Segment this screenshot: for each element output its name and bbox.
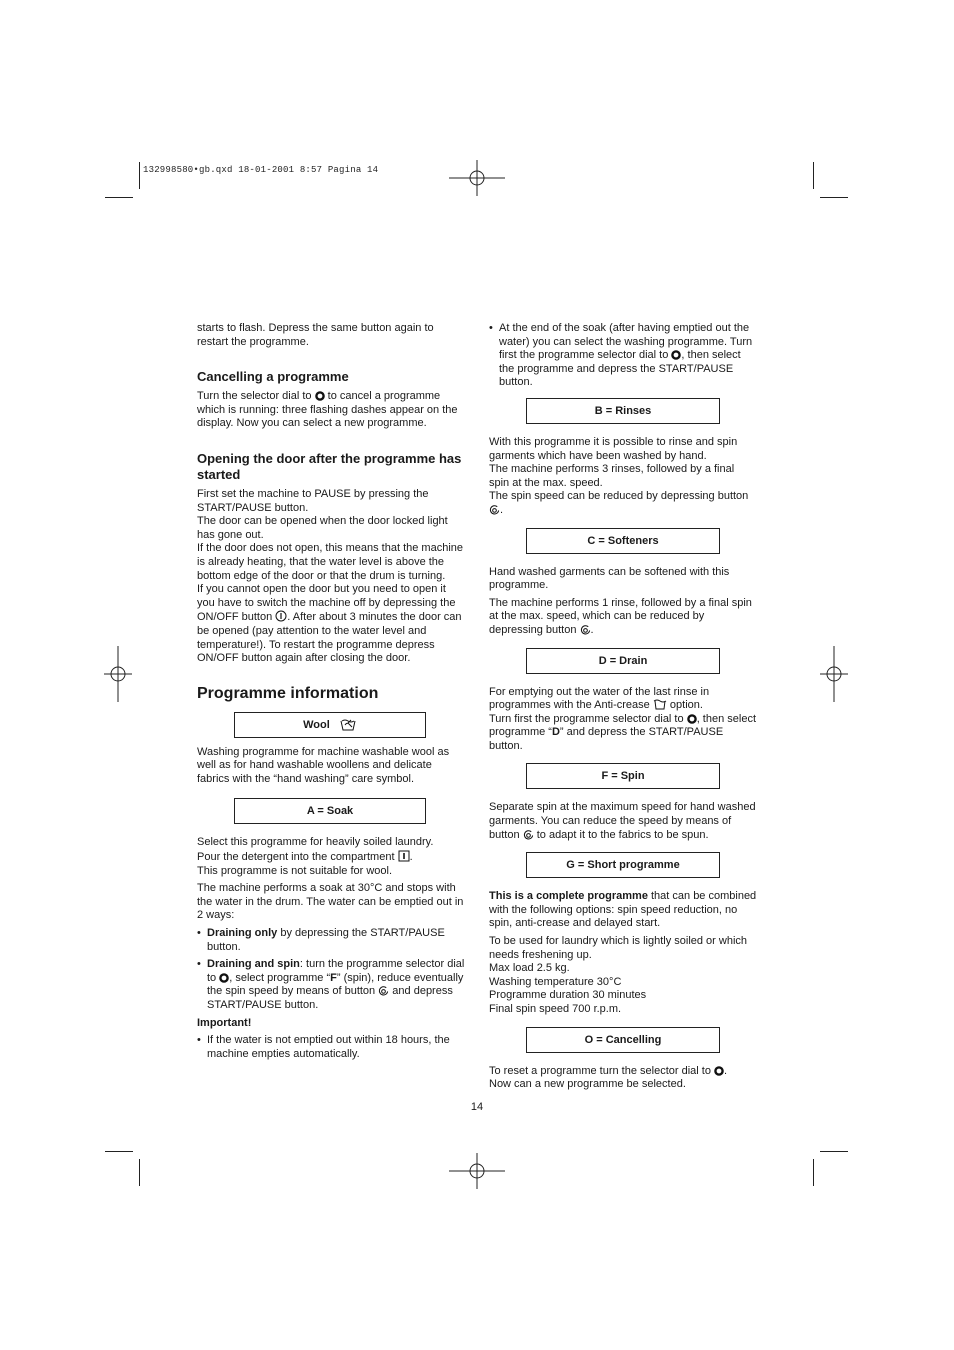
right-column: [489, 322, 757, 1092]
list-item: • Draining and spin: turn the programme selector dial to , select programme “F” (spin), reduce eventually the spin speed by means of button and depress START/PAUSE button.: [197, 958, 465, 1011]
wool-programme-box: [234, 712, 426, 738]
short-paragraph-5: Programme duration 30 minutes: [489, 989, 647, 1002]
selector-off-icon: [671, 350, 681, 360]
selector-off-icon: [315, 391, 325, 401]
rinses-paragraph-1: With this programme it is possible to rinse and spin garments which have been washed by hand.: [489, 435, 738, 462]
crop-mark: [813, 162, 814, 189]
door-heading: Opening the door after the programme has started: [197, 450, 462, 482]
soak-paragraph-2: Pour the detergent into the compartment .: [197, 851, 413, 864]
crop-mark: [139, 1159, 140, 1186]
left-column: [197, 322, 465, 1065]
spin-programme-box: F = Spin: [526, 763, 720, 789]
short-paragraph-6: Final spin speed 700 r.p.m.: [489, 1003, 622, 1015]
cancelling-heading: Cancelling a programme: [197, 369, 349, 385]
registration-mark-top: [449, 160, 505, 196]
soak-programme-box: A = Soak: [234, 798, 426, 824]
soak-paragraph-1: Select this programme for heavily soiled laundry.: [197, 836, 434, 849]
intro-paragraph: starts to flash. Depress the same button again to restart the programme.: [197, 322, 434, 348]
short-programme-box: G = Short programme: [526, 852, 720, 878]
door-paragraph-4: If you cannot open the door but you need to open it you have to switch the machine off by depressing the ON/OFF button . After about 3 minutes the door can be opened (pay attention to the water level and temperature!). To restart the programme depress ON/OFF button again after closing the door.: [197, 583, 462, 665]
soak-paragraph-4: The machine performs a soak at 30°C and stops with the water in the drum. The water can be emptied out in 2 ways:: [197, 882, 464, 922]
wool-icon: [339, 716, 357, 732]
spin-paragraph: Separate spin at the maximum speed for hand washed garments. You can reduce the speed by means of button to adapt it to the fabrics to be spun.: [489, 801, 756, 841]
softeners-programme-box: C = Softeners: [526, 528, 720, 554]
crop-mark: [105, 197, 133, 198]
cancelling-paragraph: Turn the selector dial to to cancel a programme which is running: three flashing dashes appear on the display. Now you can select a new programme.: [197, 390, 458, 430]
soak-paragraph-3: This programme is not suitable for wool.: [197, 864, 393, 877]
softeners-paragraph-2: The machine performs 1 rinse, followed by a final spin at the max. speed, which can be reduced by depressing button .: [489, 596, 752, 636]
registration-mark-bottom: [449, 1153, 505, 1189]
crop-mark: [820, 197, 848, 198]
crop-mark: [105, 1151, 133, 1152]
spin-reduction-icon: [378, 985, 389, 996]
drain-programme-box: D = Drain: [526, 648, 720, 674]
registration-mark-right: [820, 646, 848, 702]
anti-crease-icon: [653, 699, 667, 710]
door-paragraph-3: If the door does not open, this means that the machine is already heating, that the water level is above the bottom edge of the door or that the drum is turning.: [197, 542, 464, 582]
wool-paragraph: Washing programme for machine washable wool as well as for hand washable woollens and delicate fabrics with the “hand washing” care symbol.: [197, 745, 450, 785]
door-paragraph-2: The door can be opened when the door locked light has gone out.: [197, 515, 448, 541]
on-off-icon: [275, 610, 287, 622]
important-label: Important!: [197, 1016, 252, 1029]
page-number: 14: [470, 1101, 484, 1113]
detergent-compartment-icon: [398, 850, 410, 862]
short-paragraph-4: Washing temperature 30°C: [489, 975, 622, 988]
list-item: • At the end of the soak (after having emptied out the water) you can select the washing programme. Turn first the programme selector dial to , then select the programme and depress the START/PAUSE button.: [489, 322, 753, 389]
registration-mark-left: [104, 646, 132, 702]
drain-paragraph-2: Turn first the programme selector dial to , then select programme “D” and depress the START/PAUSE button.: [489, 712, 757, 752]
crop-mark: [820, 1151, 848, 1152]
programme-info-heading: Programme information: [197, 684, 379, 702]
short-paragraph-3: Max load 2.5 kg.: [489, 962, 570, 975]
list-item: • Draining only by depressing the START/PAUSE button.: [197, 927, 445, 953]
selector-off-icon: [714, 1066, 724, 1076]
print-slug: 132998580•gb.qxd 18-01-2001 8:57 Pagina 14: [143, 165, 379, 175]
spin-reduction-icon: [580, 624, 591, 635]
short-paragraph-2: To be used for laundry which is lightly soiled or which needs freshening up.: [489, 935, 748, 961]
wool-label: Wool: [303, 718, 330, 731]
cancel-paragraph-1: To reset a programme turn the selector dial to .: [489, 1064, 728, 1077]
list-item: • If the water is not emptied out within 18 hours, the machine empties automatically.: [197, 1034, 450, 1060]
cancelling-programme-box: O = Cancelling: [526, 1027, 720, 1053]
rinses-programme-box: B = Rinses: [526, 398, 720, 424]
selector-off-icon: [219, 973, 229, 983]
selector-off-icon: [687, 714, 697, 724]
crop-mark: [139, 162, 140, 189]
spin-reduction-icon: [523, 829, 534, 840]
drain-paragraph-1: For emptying out the water of the last rinse in programmes with the Anti-crease option.: [489, 685, 710, 712]
cancel-paragraph-2: Now can a new programme be selected.: [489, 1078, 686, 1091]
spin-reduction-icon: [489, 504, 500, 515]
short-paragraph-1: This is a complete programme that can be combined with the following options: spin speed reduction, no spin, anti-crease and delayed start.: [489, 890, 757, 930]
crop-mark: [813, 1159, 814, 1186]
rinses-paragraph-2: The machine performs 3 rinses, followed by a final spin at the max. speed.: [489, 463, 735, 489]
rinses-paragraph-3: The spin speed can be reduced by depressing button .: [489, 490, 749, 516]
softeners-paragraph-1: Hand washed garments can be softened with this programme.: [489, 565, 730, 592]
door-paragraph-1: First set the machine to PAUSE by pressing the START/PAUSE button.: [197, 487, 429, 514]
